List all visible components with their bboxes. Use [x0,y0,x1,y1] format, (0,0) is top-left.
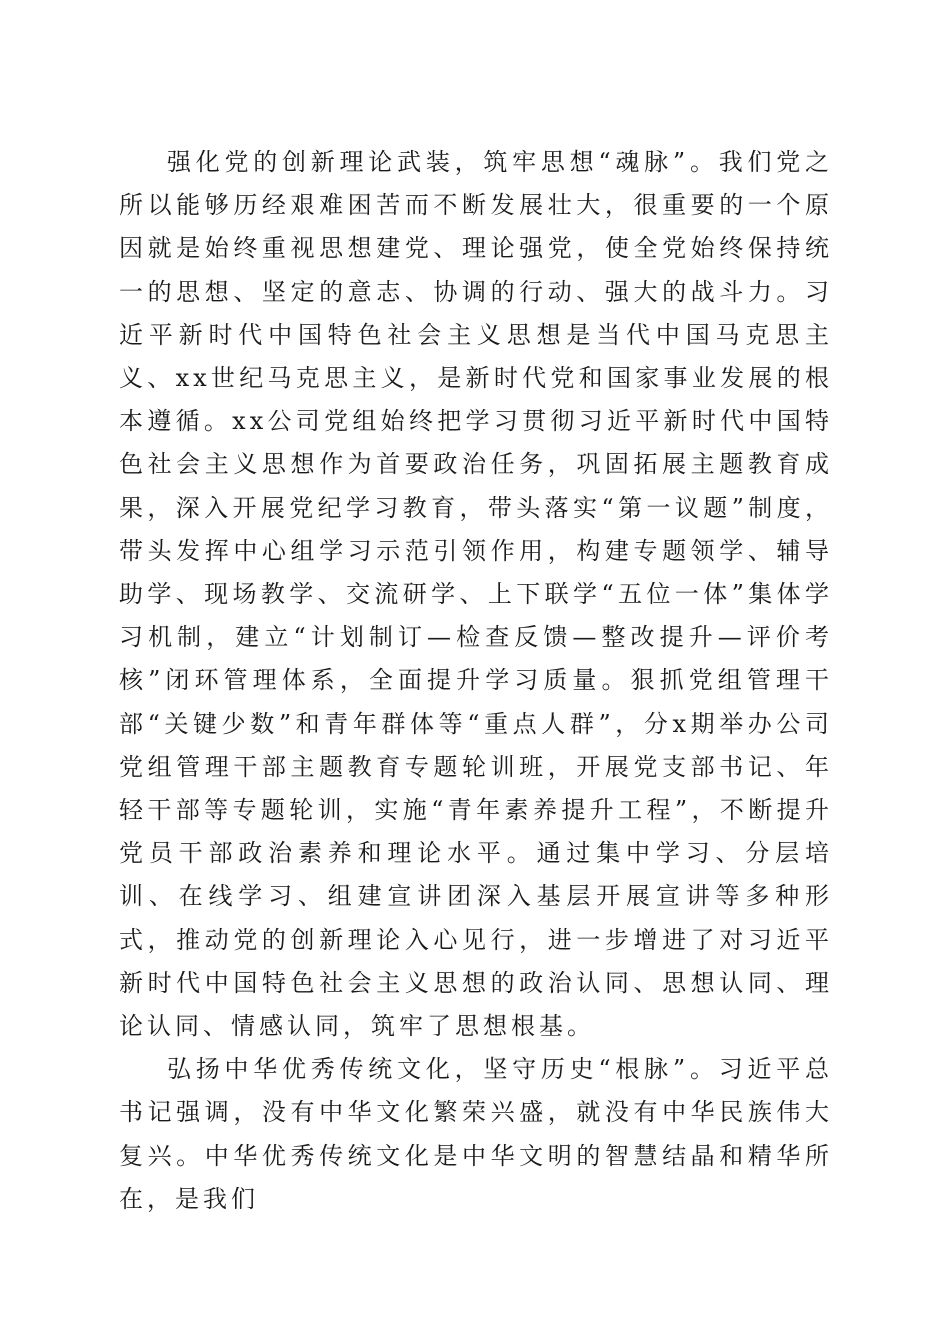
document-body [119,141,833,1221]
paragraph-ideology: 强化党的创新理论武装，筑牢思想“魂脉”。我们党之所以能够历经艰难困苦而不断发展壮大，很重要的一个原因就是始终重视思想建党、理论强党，使全党始终保持统一的思想、坚定的意志、协调的行动、强大的战斗力。习近平新时代中国特色社会主义思想是当代中国马克思主义、xx世纪马克思主义，是新时代党和国家事业发展的根本遵循。xx公司党组始终把学习贯彻习近平新时代中国特色社会主义思想作为首要政治任务，巩固拓展主题教育成果，深入开展党纪学习教育，带头落实“第一议题”制度，带头发挥中心组学习示范引领作用，构建专题领学、辅导助学、现场教学、交流研学、上下联学“五位一体”集体学习机制，建立“计划制订—检查反馈—整改提升—评价考核”闭环管理体系，全面提升学习质量。狠抓党组管理干部“关键少数”和青年群体等“重点人群”，分x期举办公司党组管理干部主题教育专题轮训班，开展党支部书记、年轻干部等专题轮训，实施“青年素养提升工程”，不断提升党员干部政治素养和理论水平。通过集中学习、分层培训、在线学习、组建宣讲团深入基层开展宣讲等多种形式，推动党的创新理论入心见行，进一步增进了对习近平新时代中国特色社会主义思想的政治认同、思想认同、理论认同、情感认同，筑牢了思想根基。 [119,148,833,1041]
paragraph-culture: 弘扬中华优秀传统文化，坚守历史“根脉”。习近平总书记强调，没有中华文化繁荣兴盛，就没有中华民族伟大复兴。中华优秀传统文化是中华文明的智慧结晶和精华所在，是我们 [119,1055,833,1213]
